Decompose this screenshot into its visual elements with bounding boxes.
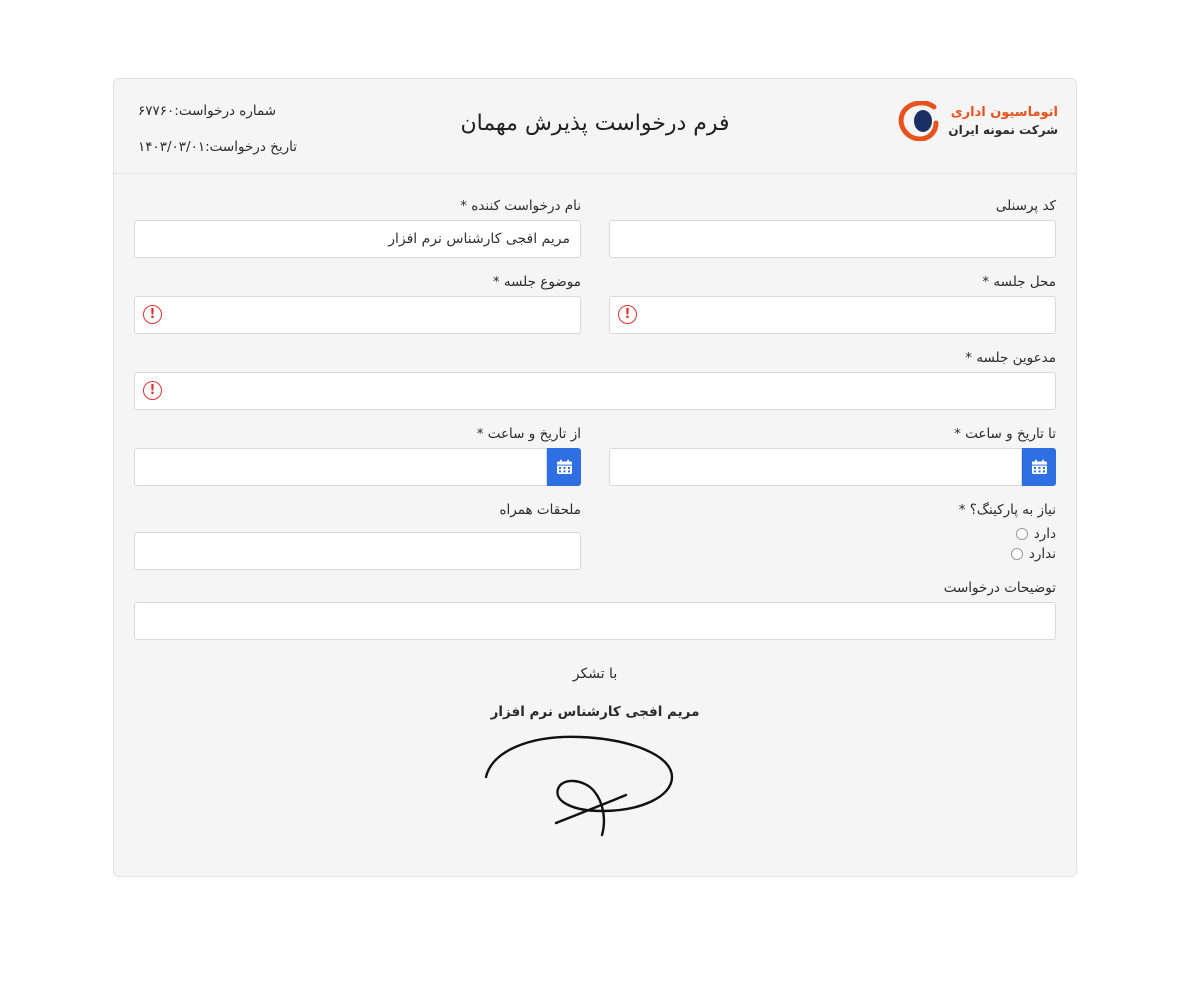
from-datetime-calendar-button[interactable] <box>547 448 581 486</box>
description-input[interactable] <box>134 602 1056 640</box>
requester-label: نام درخواست کننده * <box>460 198 581 214</box>
exclamation-circle-icon: ! <box>618 305 637 324</box>
attachments-input[interactable] <box>134 532 581 570</box>
form-row-1 <box>134 188 1056 258</box>
handwritten-signature <box>134 726 1056 846</box>
form-row-2 <box>134 264 1056 334</box>
request-date: تاریخ درخواست:۱۴۰۳/۰۳/۰۱ <box>138 139 297 155</box>
meeting-subject-label: موضوع جلسه * <box>492 274 581 290</box>
exclamation-circle-icon: ! <box>143 305 162 324</box>
description-label: توضیحات درخواست <box>943 580 1056 596</box>
from-datetime-wrap <box>134 448 581 486</box>
form-row-6 <box>134 570 1056 640</box>
to-datetime-label: تا تاریخ و ساعت * <box>954 426 1056 442</box>
brand-subtitle: شرکت نمونه ایران <box>948 122 1058 137</box>
parking-option-no[interactable] <box>609 546 1056 562</box>
invitees-input-wrap <box>134 372 1056 410</box>
meeting-place-label: محل جلسه * <box>982 274 1056 290</box>
calendar-icon <box>1031 459 1048 475</box>
form-row-3 <box>134 340 1056 410</box>
invitees-label: مدعوین جلسه * <box>965 350 1056 366</box>
to-datetime-calendar-button[interactable] <box>1022 448 1056 486</box>
attachments-label: ملحقات همراه <box>499 502 581 518</box>
exclamation-circle-icon: ! <box>143 381 162 400</box>
field-parking <box>609 492 1056 566</box>
personnel-code-input-wrap <box>609 220 1056 258</box>
form-row-4 <box>134 416 1056 486</box>
personnel-code-input[interactable] <box>609 220 1056 258</box>
calendar-icon <box>556 459 573 475</box>
field-to-datetime <box>609 416 1056 486</box>
to-datetime-input[interactable] <box>609 448 1022 486</box>
radio-icon[interactable] <box>1011 548 1023 560</box>
to-datetime-wrap <box>609 448 1056 486</box>
field-meeting-place <box>609 264 1056 334</box>
field-from-datetime <box>134 416 581 486</box>
thanks-text: با تشکر <box>572 666 618 682</box>
personnel-code-label: کد پرسنلی <box>995 198 1056 214</box>
signature-block <box>134 666 1056 846</box>
parking-option-yes[interactable] <box>609 526 1056 542</box>
field-invitees <box>134 340 1056 410</box>
form-header <box>114 79 1076 174</box>
meeting-place-input[interactable] <box>609 296 1056 334</box>
signer-name: مریم افجی کارشناس نرم افزار <box>490 704 700 720</box>
requester-input[interactable] <box>134 220 581 258</box>
from-datetime-input[interactable] <box>134 448 547 486</box>
invitees-input[interactable] <box>134 372 1056 410</box>
parking-label: نیاز به پارکینگ؟ * <box>958 502 1056 518</box>
form-body <box>114 174 1076 876</box>
meeting-subject-input-wrap <box>134 296 581 334</box>
parking-radio-group <box>609 524 1056 562</box>
request-meta <box>138 103 297 175</box>
meeting-place-input-wrap <box>609 296 1056 334</box>
requester-input-wrap <box>134 220 581 258</box>
radio-icon[interactable] <box>1016 528 1028 540</box>
field-meeting-subject <box>134 264 581 334</box>
field-description <box>134 570 1056 640</box>
meeting-subject-input[interactable] <box>134 296 581 334</box>
brand-title: اتوماسیون اداری <box>950 105 1058 121</box>
parking-option-no-label: ندارد <box>1028 546 1056 562</box>
request-number: شماره درخواست:۶۷۷۶۰ <box>138 103 277 119</box>
parking-option-yes-label: دارد <box>1033 526 1056 542</box>
field-personnel-code <box>609 188 1056 258</box>
request-form-card <box>113 78 1077 877</box>
field-requester <box>134 188 581 258</box>
page-title: فرم درخواست پذیرش مهمان <box>460 111 730 136</box>
form-row-5 <box>134 492 1056 570</box>
from-datetime-label: از تاریخ و ساعت * <box>476 426 581 442</box>
field-attachments <box>134 492 581 570</box>
